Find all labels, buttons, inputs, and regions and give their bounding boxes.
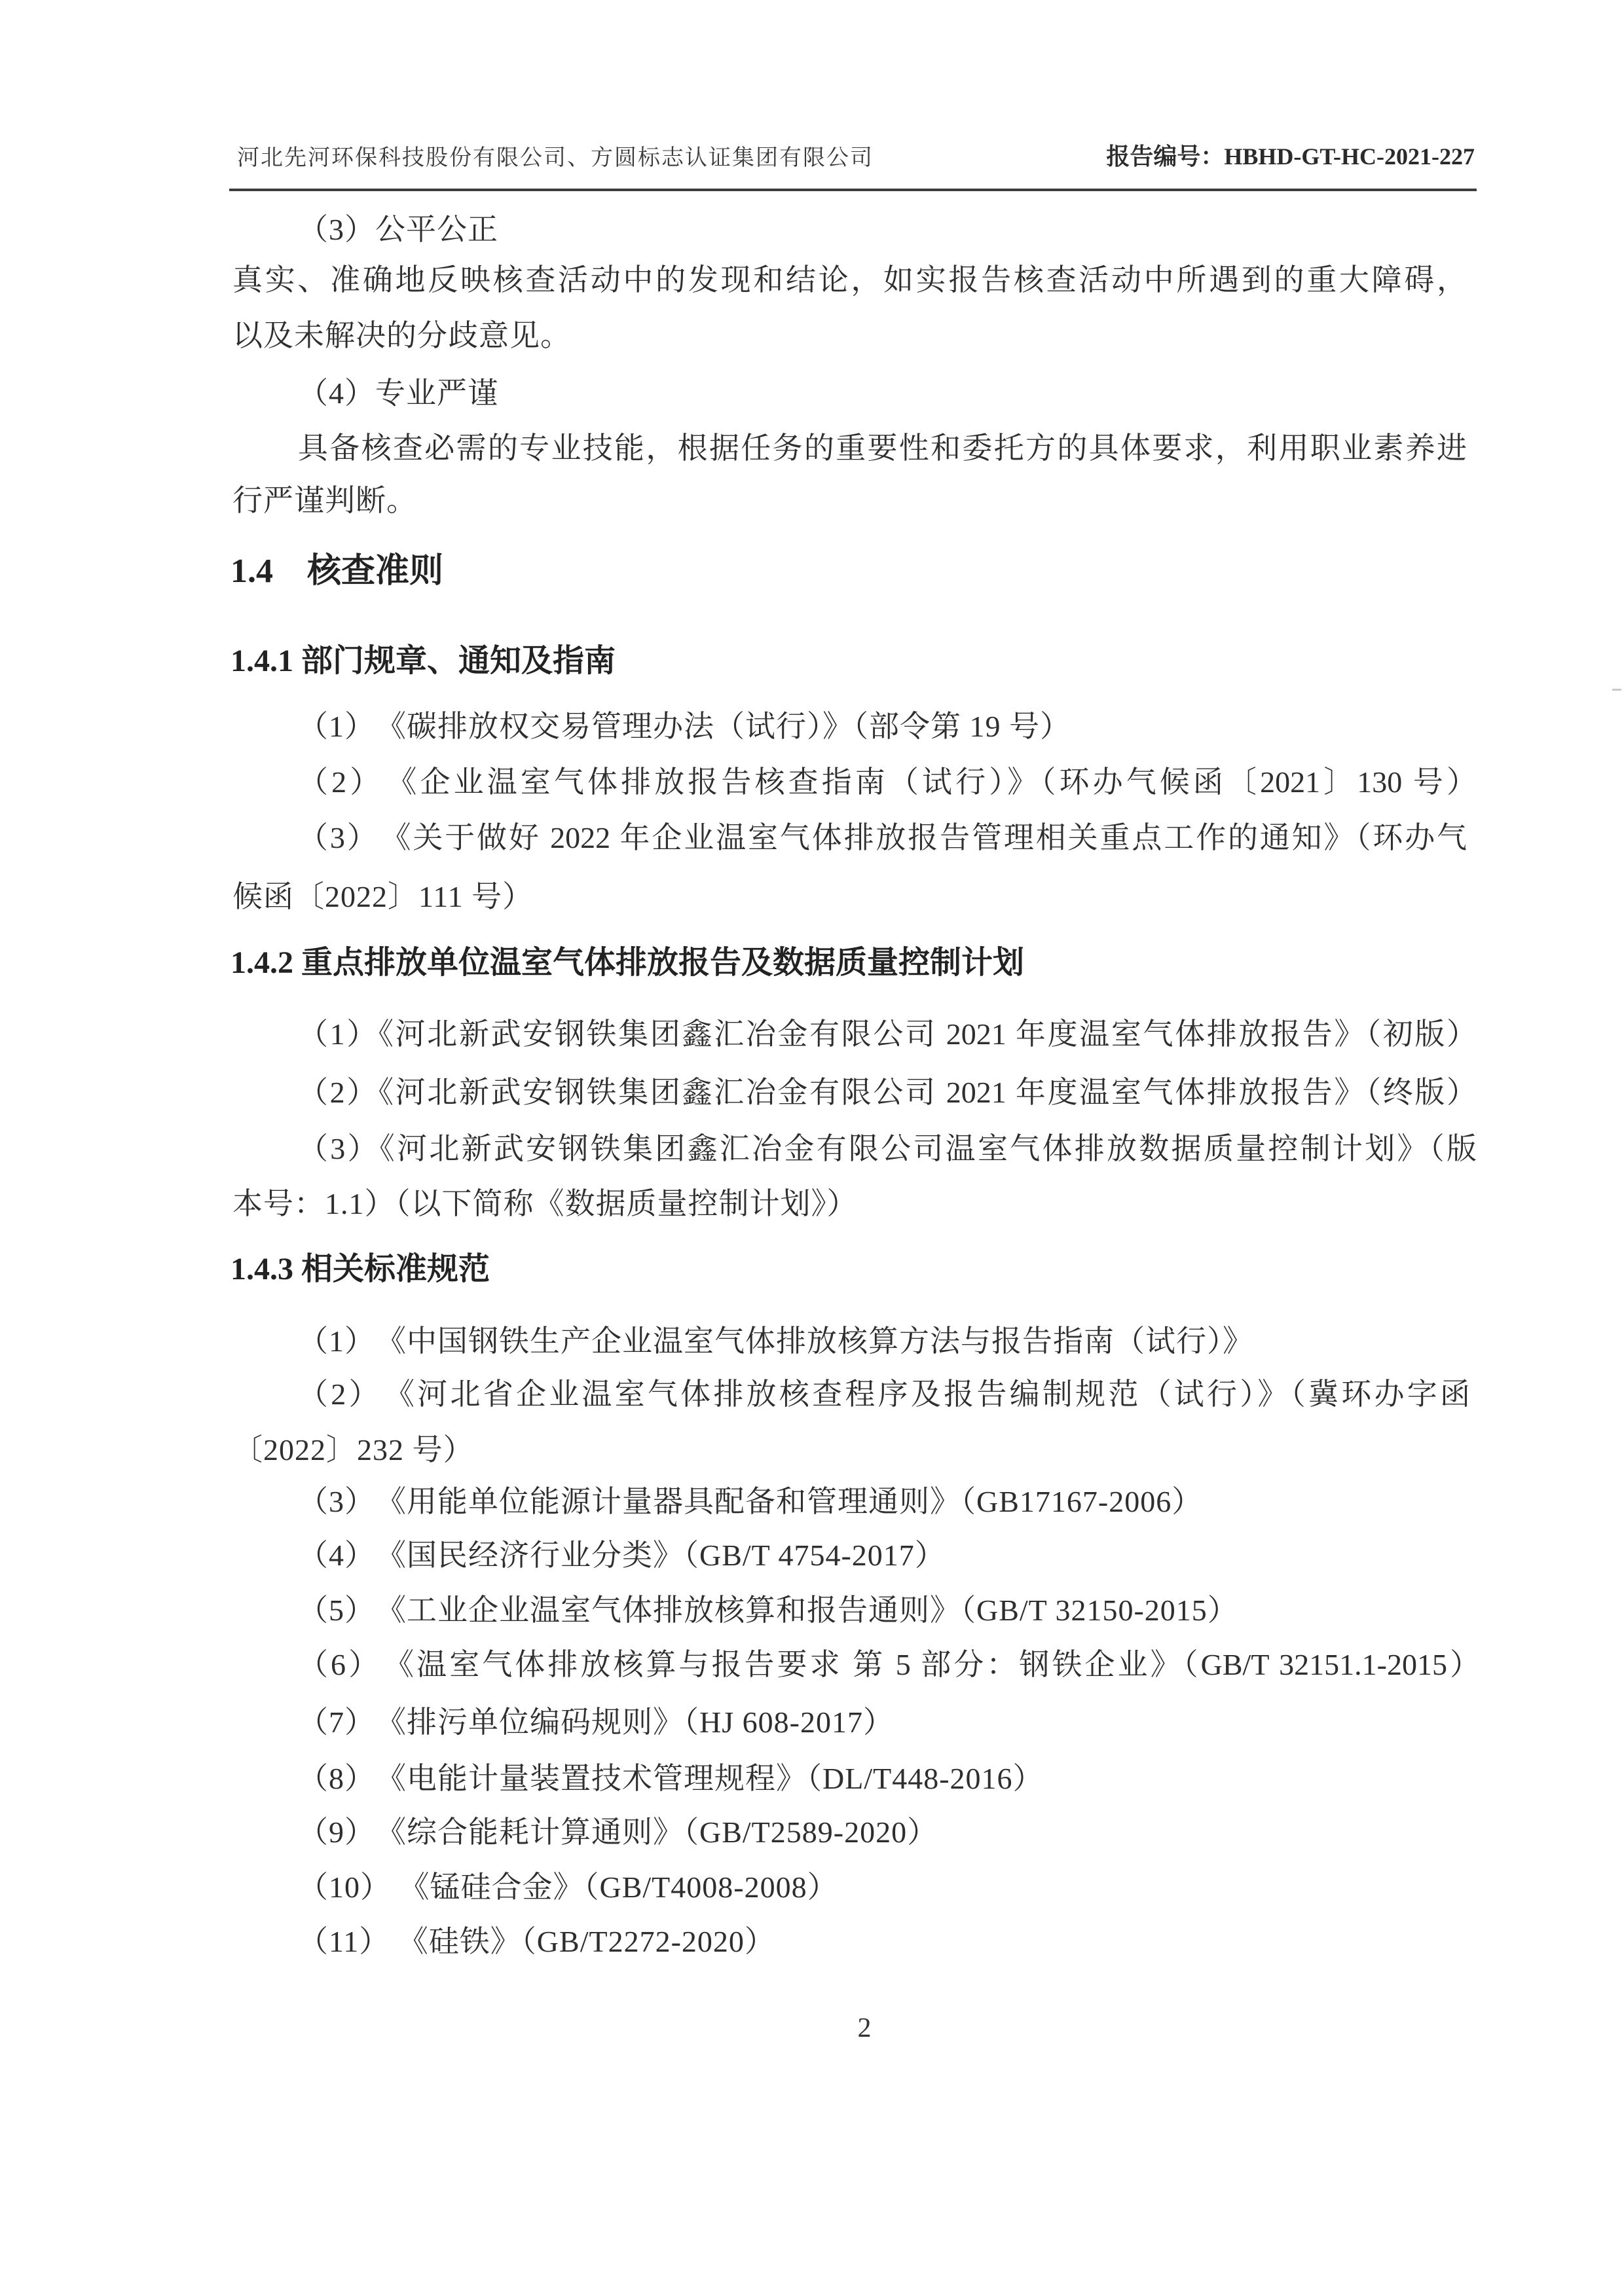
standard-item-line: （3） 《用能单位能源计量器具配备和管理通则》（GB17167-2006）: [298, 1485, 1203, 1518]
principle-3-title: （3）公平公正: [298, 213, 498, 246]
standard-item-line: （10） 《锰硅合金》（GB/T4008-2008）: [298, 1870, 838, 1904]
section-1-4-3-heading: 1.4.3 相关标准规范: [231, 1252, 490, 1286]
principle-4-title: （4）专业严谨: [298, 376, 498, 410]
standard-item-line: （4） 《国民经济行业分类》（GB/T 4754-2017）: [298, 1539, 946, 1572]
page-number: 2: [857, 2013, 872, 2043]
section-1-4-2-heading: 1.4.2 重点排放单位温室气体排放报告及数据质量控制计划: [231, 945, 1025, 980]
standard-item-line: （11） 《硅铁》（GB/T2272-2020）: [298, 1925, 775, 1958]
principle-3-line-1: 真实、准确地反映核查活动中的发现和结论，如实报告核查活动中所遇到的重大障碍，: [232, 263, 1467, 297]
standard-item-line: （2） 《河北省企业温室气体排放核查程序及报告编制规范（试行）》（冀环办字函: [298, 1377, 1470, 1411]
regulation-item-line: 候函〔2022〕111 号）: [232, 880, 534, 913]
header-divider-rule: [229, 189, 1477, 191]
section-1-4-1-heading: 1.4.1 部门规章、通知及指南: [231, 644, 616, 678]
report-item-line: （2）《河北新武安钢铁集团鑫汇冶金有限公司 2021 年度温室气体排放报告》（终版）: [298, 1076, 1477, 1109]
principle-4-line-2: 行严谨判断。: [232, 484, 417, 517]
report-item-line: 本号：1.1）（以下简称《数据质量控制计划》）: [232, 1187, 858, 1220]
regulation-item-line: （1） 《碳排放权交易管理办法（试行）》（部令第 19 号）: [298, 710, 1071, 743]
regulation-item-line: （3） 《关于做好 2022 年企业温室气体排放报告管理相关重点工作的通知》（环办气: [298, 821, 1467, 854]
principle-4-line-1: 具备核查必需的专业技能，根据任务的重要性和委托方的具体要求，利用职业素养进: [298, 431, 1467, 465]
header-company-names: 河北先河环保科技股份有限公司、方圆标志认证集团有限公司: [237, 146, 874, 170]
standard-item-line: （5） 《工业企业温室气体排放核算和报告通则》（GB/T 32150-2015）: [298, 1594, 1238, 1627]
report-item-line: （3）《河北新武安钢铁集团鑫汇冶金有限公司温室气体排放数据质量控制计划》（版: [298, 1132, 1477, 1165]
scan-artifact: [1612, 689, 1621, 691]
standard-item-line: （1） 《中国钢铁生产企业温室气体排放核算方法与报告指南（试行）》: [298, 1324, 1253, 1358]
standard-item-line: （9） 《综合能耗计算通则》（GB/T2589-2020）: [298, 1815, 938, 1849]
header-report-number: 报告编号：HBHD-GT-HC-2021-227: [1106, 143, 1475, 170]
standard-item-line: （6） 《温室气体排放核算与报告要求 第 5 部分：钢铁企业》（GB/T 32151.1-2015）: [298, 1648, 1480, 1681]
standard-item-line: 〔2022〕232 号）: [232, 1433, 474, 1467]
report-item-line: （1）《河北新武安钢铁集团鑫汇冶金有限公司 2021 年度温室气体排放报告》（初版）: [298, 1017, 1477, 1051]
principle-3-line-2: 以及未解决的分歧意见。: [232, 319, 571, 352]
section-1-4-heading: 1.4 核查准则: [231, 553, 444, 590]
standard-item-line: （7） 《排污单位编码规则》（HJ 608-2017）: [298, 1705, 894, 1739]
standard-item-line: （8） 《电能计量装置技术管理规程》（DL/T448-2016）: [298, 1762, 1044, 1795]
regulation-item-line: （2） 《企业温室气体排放报告核查指南（试行）》（环办气候函〔2021〕130 号）: [298, 765, 1477, 799]
